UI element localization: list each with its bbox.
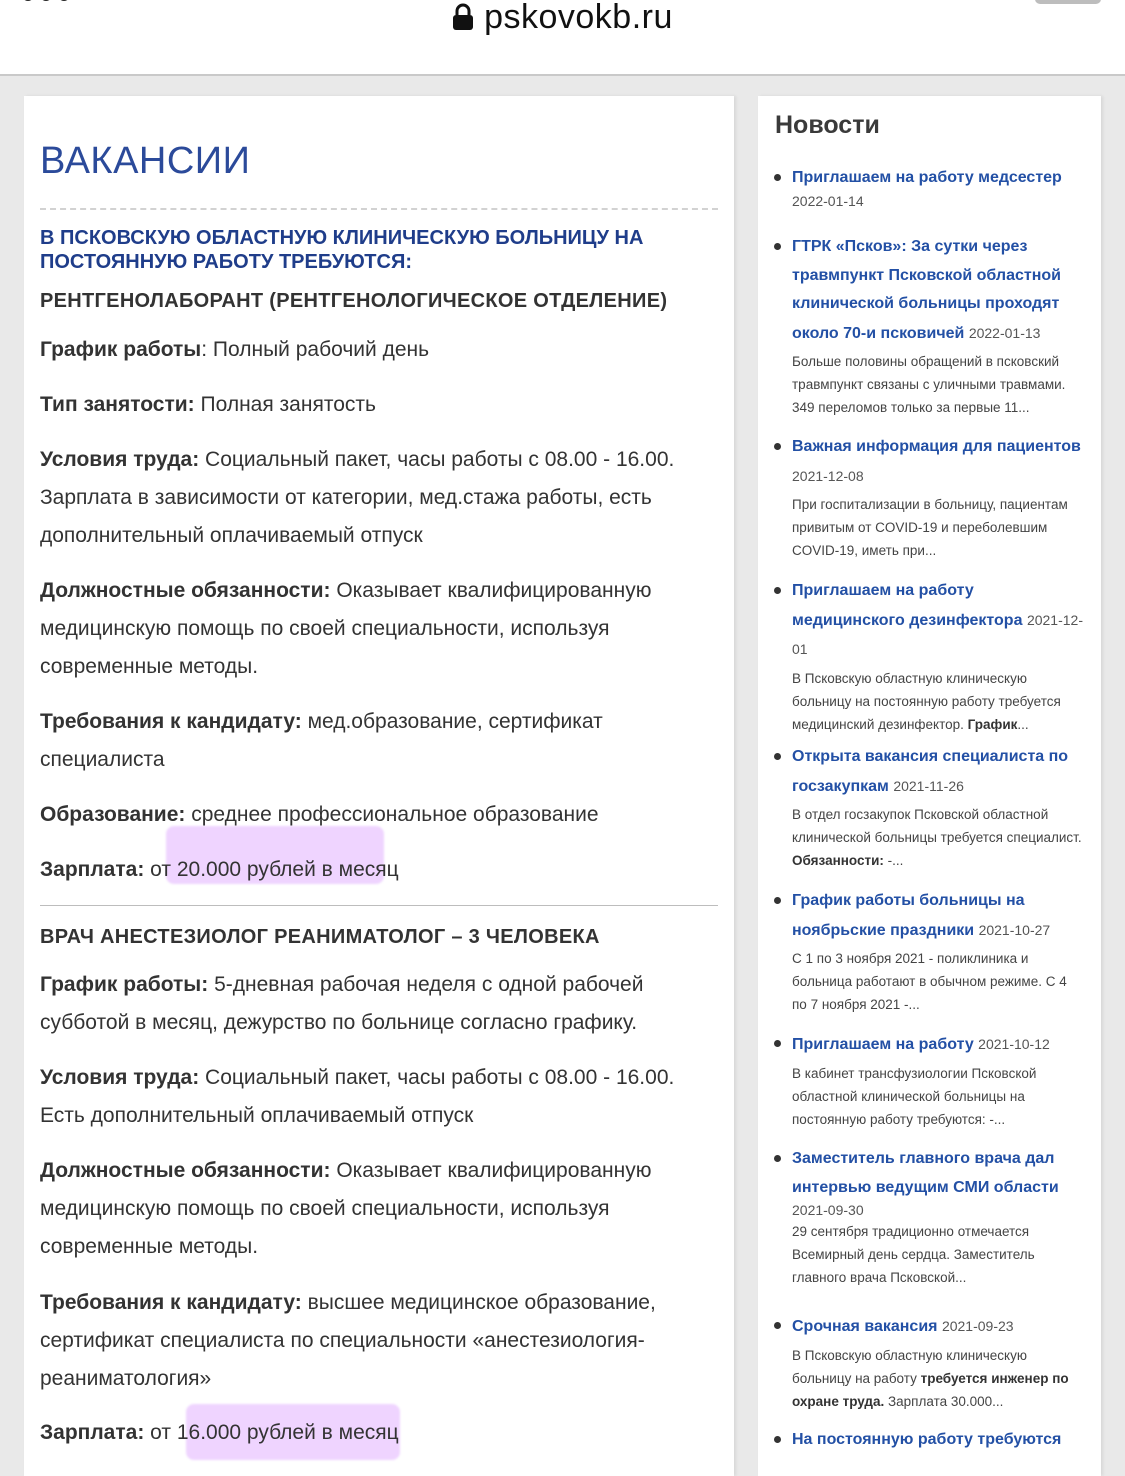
news-excerpt: В отдел госзакупок Псковской областной клинической больницы требуется специалист. Обязанности: -... bbox=[792, 807, 1082, 868]
job-divider bbox=[40, 905, 718, 906]
url-text: pskovokb.ru bbox=[484, 0, 673, 36]
news-item bbox=[792, 164, 1084, 209]
job1-employment-value: Полная занятость bbox=[194, 393, 376, 416]
job2-duties-label: Должностные обязанности: bbox=[40, 1159, 331, 1182]
url-display[interactable] bbox=[0, 0, 1125, 37]
news-link[interactable]: Важная информация для пациентов bbox=[792, 438, 1081, 455]
job1-requirements bbox=[40, 703, 720, 779]
news-date: 2021-09-30 bbox=[792, 1202, 864, 1218]
news-title: Новости bbox=[775, 111, 880, 139]
news-link[interactable]: График работы больницы на ноябрьские праздники bbox=[792, 892, 1025, 939]
news-item bbox=[792, 1030, 1084, 1131]
bullet-icon bbox=[774, 243, 781, 250]
job2-conditions-label: Условия труда: bbox=[40, 1066, 200, 1089]
job-title-xray-technician: РЕНТГЕНОЛАБОРАНТ (РЕНТГЕНОЛОГИЧЕСКОЕ ОТДЕЛЕНИЕ) bbox=[40, 290, 668, 312]
job1-salary bbox=[40, 851, 720, 889]
news-date: 2021-09-23 bbox=[941, 1318, 1014, 1334]
bullet-icon bbox=[774, 1040, 781, 1047]
news-date: 2021-10-27 bbox=[978, 921, 1051, 938]
news-excerpt: 29 сентября традиционно отмечается Всемирный день сердца. Заместитель главного врача Псковской... bbox=[792, 1224, 1035, 1285]
news-link[interactable]: На постоянную работу требуются bbox=[792, 1431, 1062, 1448]
job1-salary-value: от 20.000 рублей в месяц bbox=[144, 858, 399, 881]
job1-schedule-value: : Полный рабочий день bbox=[201, 338, 430, 361]
news-link[interactable]: Приглашаем на работу bbox=[792, 1036, 974, 1053]
job2-salary-value: от 16.000 рублей в месяц bbox=[144, 1421, 399, 1444]
news-excerpt: В Псковскую областную клиническую больницу на постоянную работу требуется медицинский дезинфектор. График... bbox=[792, 670, 1061, 732]
news-date: 2021-12-08 bbox=[792, 467, 864, 484]
job1-education-value: среднее профессиональное образование bbox=[185, 803, 599, 826]
job2-requirements-value: высшее медицинское образование, сертификат специалиста по специальности «анестезиология-реаниматология» bbox=[40, 1291, 656, 1390]
browser-address-bar[interactable] bbox=[0, 0, 1125, 76]
bullet-icon bbox=[774, 443, 781, 450]
bullet-icon bbox=[774, 1155, 781, 1162]
news-item bbox=[792, 887, 1084, 1016]
news-excerpt: Больше половины обращений в псковский травмпункт связаны с уличными травмами. 349 переломов только за первые 11... bbox=[792, 354, 1066, 415]
bullet-icon bbox=[774, 1436, 781, 1443]
job2-requirements-label: Требования к кандидату: bbox=[40, 1291, 302, 1314]
job1-employment bbox=[40, 386, 720, 424]
job1-salary-label: Зарплата: bbox=[40, 858, 145, 881]
job1-education bbox=[40, 796, 720, 834]
news-date: 2021-10-12 bbox=[978, 1036, 1050, 1052]
job2-schedule bbox=[40, 966, 720, 1042]
bullet-icon bbox=[774, 753, 781, 760]
job-title-anesthesiologist: ВРАЧ АНЕСТЕЗИОЛОГ РЕАНИМАТОЛОГ – 3 ЧЕЛОВЕКА bbox=[40, 926, 600, 948]
news-link[interactable]: Приглашаем на работу медицинского дезинфектора bbox=[792, 582, 1023, 629]
news-item bbox=[792, 1426, 1084, 1455]
job1-conditions-value: Социальный пакет, часы работы с 08.00 - 16.00. Зарплата в зависимости от категории, мед.стажа работы, есть дополнительный оплачиваемый отпуск bbox=[40, 448, 675, 547]
news-link[interactable]: Срочная вакансия bbox=[792, 1318, 938, 1335]
news-item bbox=[792, 233, 1084, 419]
news-excerpt: В кабинет трансфузиологии Псковской областной клинической больницы на постоянную работу требуются: -... bbox=[792, 1065, 1037, 1127]
job2-schedule-label: График работы: bbox=[40, 973, 209, 996]
job2-requirements bbox=[40, 1284, 720, 1398]
job2-duties-value: Оказывает квалифицированную медицинскую помощь по своей специальности, используя современные методы. bbox=[40, 1159, 652, 1258]
vacancies-intro: В ПСКОВСКУЮ ОБЛАСТНУЮ КЛИНИЧЕСКУЮ БОЛЬНИЦУ НА ПОСТОЯННУЮ РАБОТУ ТРЕБУЮТСЯ: bbox=[40, 227, 644, 273]
job1-duties-value: Оказывает квалифицированную медицинскую помощь по своей специальности, используя современные методы. bbox=[40, 579, 652, 678]
news-date: 2021-11-26 bbox=[893, 777, 964, 794]
job1-conditions-label: Условия труда: bbox=[40, 448, 200, 471]
job1-conditions bbox=[40, 441, 720, 555]
news-link[interactable]: Открыта вакансия специалиста по госзакупкам bbox=[792, 748, 1069, 795]
bullet-icon bbox=[774, 174, 781, 181]
job2-duties bbox=[40, 1152, 720, 1266]
bullet-icon bbox=[774, 587, 781, 594]
news-excerpt: При госпитализации в больницу, пациентам привитым от COVID-19 и переболевшим COVID-19, иметь при... bbox=[792, 497, 1068, 558]
job1-schedule-label: График работы bbox=[40, 338, 202, 361]
job1-requirements-label: Требования к кандидату: bbox=[40, 710, 302, 733]
news-link[interactable]: Приглашаем на работу медсестер bbox=[792, 169, 1062, 186]
title-divider bbox=[40, 208, 718, 210]
job1-requirements-value: мед.образование, сертификат специалиста bbox=[40, 710, 603, 771]
job2-salary bbox=[40, 1414, 720, 1452]
news-link[interactable]: ГТРК «Псков»: За сутки через травмпункт Псковской областной клинической больницы проходят около 70-и псковичей bbox=[792, 238, 1061, 342]
news-item bbox=[792, 577, 1084, 736]
bullet-icon bbox=[774, 1322, 781, 1329]
news-link[interactable]: Заместитель главного врача дал интервью ведущим СМИ области bbox=[792, 1150, 1059, 1196]
lock-icon bbox=[452, 3, 474, 31]
job2-conditions-value: Социальный пакет, часы работы с 08.00 - 16.00. Есть дополнительный оплачиваемый отпуск bbox=[40, 1066, 675, 1127]
job2-salary-label: Зарплата: bbox=[40, 1421, 145, 1444]
news-date: 2021-12-01 bbox=[792, 611, 1083, 657]
news-date: 2022-01-14 bbox=[792, 192, 864, 209]
bullet-icon bbox=[774, 897, 781, 904]
news-date: 2022-01-13 bbox=[968, 324, 1041, 341]
news-item bbox=[792, 433, 1084, 562]
job1-duties bbox=[40, 572, 720, 686]
news-item bbox=[792, 1145, 1084, 1289]
job2-conditions bbox=[40, 1059, 720, 1135]
page-title: ВАКАНСИИ bbox=[40, 140, 251, 182]
job2-schedule-value: 5-дневная рабочая неделя с одной рабочей субботой в месяц, дежурство по больнице согласно графику. bbox=[40, 973, 644, 1034]
job1-duties-label: Должностные обязанности: bbox=[40, 579, 331, 602]
job1-employment-label: Тип занятости: bbox=[40, 393, 195, 416]
news-item bbox=[792, 1312, 1084, 1413]
news-excerpt: В Псковскую областную клиническую больницу на работу требуется инженер по охране труда. Зарплата 30.000... bbox=[792, 1347, 1069, 1409]
news-excerpt: С 1 по 3 ноября 2021 - поликлиника и больница работают в обычном режиме. С 4 по 7 ноября 2021 -... bbox=[792, 951, 1067, 1012]
job1-education-label: Образование: bbox=[40, 803, 186, 826]
news-item bbox=[792, 743, 1084, 872]
job1-schedule bbox=[40, 331, 720, 369]
